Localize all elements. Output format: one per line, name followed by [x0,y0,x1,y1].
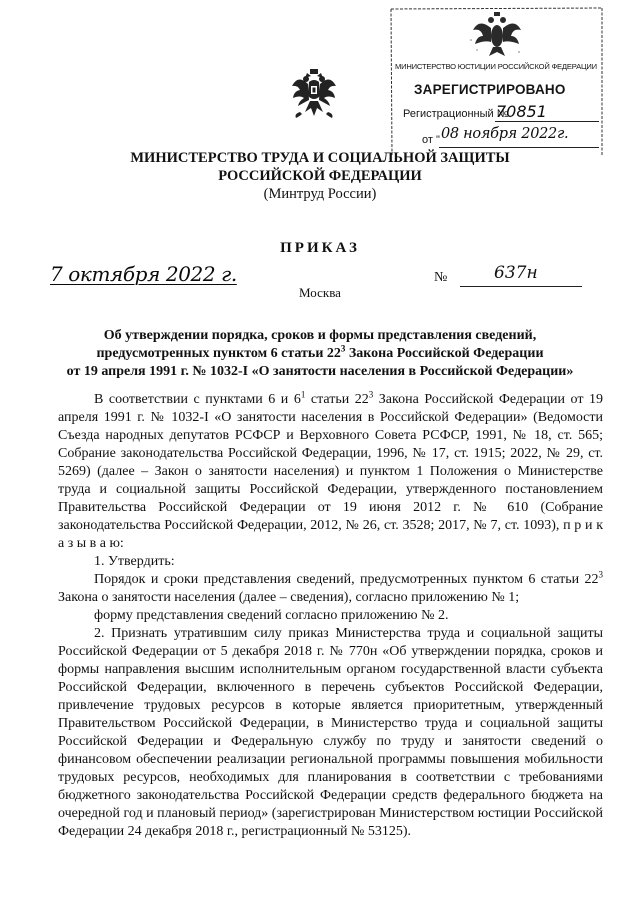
document-title-line2 [0,343,640,362]
body-paragraph-procedure [58,571,603,607]
mj-emblem-icon [467,10,527,60]
stamp-ministry-name: МИНИСТЕРСТВО ЮСТИЦИИ РОССИЙСКОЙ ФЕДЕРАЦИИ [395,62,597,71]
ministry-short-name: (Минтруд России) [263,186,377,202]
p1-sup-1: 1 [300,389,306,400]
document-title-line2-a: предусмотренных пунктом 6 статьи 22 [96,346,341,361]
document-title-line1: Об утверждении порядка, сроков и формы представления сведений, [103,328,537,343]
body-paragraph-repeal: 2. Признать утратившим силу приказ Министерства труда и социальной защиты Российской Федерации от 5 декабря 2018 г. № 770н «Об утверждении порядка, сроков и формы направления высшим исполнительным органом государственной власти субъекта Российской Федерации, включенного в перечень субъектов Российской Федерации, привлечение трудовых ресурсов в которые является приоритетным, утвержденный Правительством Российской Федерации, в Министерство труда и социальной защиты Российской Федерации и Федеральную службу по труду и занятости сведений о финансовом обеспечении реализации региональной программы повышения мобильности трудовых ресурсов, необходимых для планирования в соответствии с требованиями бюджетного законодательства Российской Федерации средств федерального бюджета на очередной год и плановый период» (зарегистрирован Министерством юстиции Российской Федерации 24 декабря 2018 г., регистрационный № 53125). [58,626,603,839]
ministry-name-line1: МИНИСТЕРСТВО ТРУДА И СОЦИАЛЬНОЙ ЗАЩИТЫ [130,150,510,166]
p3-part-a: Порядок и сроки представления сведений, предусмотренных пунктом 6 статьи 22 [94,572,599,587]
p1-part-b: статьи 22 [305,392,369,407]
document-title-line3: от 19 апреля 1991 г. № 1032-I «О занятости населения в Российской Федерации» [66,364,574,379]
stamp-from-label: от " [422,134,440,146]
registration-stamp [389,6,604,158]
stamp-date-underline [439,147,599,148]
coat-of-arms-icon [290,68,338,122]
stamp-registration-date: 08 ноября 2022г. [441,126,569,142]
ministry-name-line2: РОССИЙСКОЙ ФЕДЕРАЦИИ [218,168,422,184]
stamp-registration-number: 70851 [496,102,547,121]
p1-part-a: В соответствии с пунктами 6 и 6 [94,392,301,407]
order-city: Москва [299,285,341,300]
document-title-line2-b: Закона Российской Федерации [345,346,544,361]
p3-sup: 3 [598,569,603,580]
order-number-handwritten: 637н [494,263,538,283]
order-number-label: № [434,270,448,285]
order-title: ПРИКАЗ [280,240,360,256]
p1-part-c: Закона Российской Федерации от 19 апреля 1991 г. № 1032-I «О занятости населения в Российской Федерации» (Ведомости Съезда народных депутатов РСФСР и Верховного Совета РСФСР, 1991, № 18, ст. 565; Собрание законодательства Российской Федерации, 1996, № 17, ст. 1915; 2022, № 29, ст. 5269) (далее – Закон о занятости населения) и пунктом 1 Положения о Министерстве труда и социальной защиты Российской Федерации, утвержденного постановлением Правительства Российской Федерации от 19 июня 2012 г. № 610 (Собрание законодательства Российской Федерации, 2012, № 26, ст. 3528; 2017, № 7, ст. 1093), п р и к а з ы в а ю: [58,392,603,551]
order-date-handwritten: 7 октября 2022 г. [50,262,237,286]
body-paragraph-form: форму представления сведений согласно приложению № 2. [94,608,449,623]
stamp-registration-label: Регистрационный № [403,108,509,120]
body-paragraph-approve: 1. Утвердить: [94,554,175,569]
stamp-status: ЗАРЕГИСТРИРОВАНО [414,82,566,97]
p1-sup-2: 3 [368,389,374,400]
order-body [58,391,603,841]
p3-part-b: Закона о занятости населения (далее – сведения), согласно приложению № 1; [58,590,520,605]
document-title-line2-sup: 3 [340,343,346,354]
stamp-reg-underline [495,121,599,122]
body-paragraph-preamble [58,391,603,553]
